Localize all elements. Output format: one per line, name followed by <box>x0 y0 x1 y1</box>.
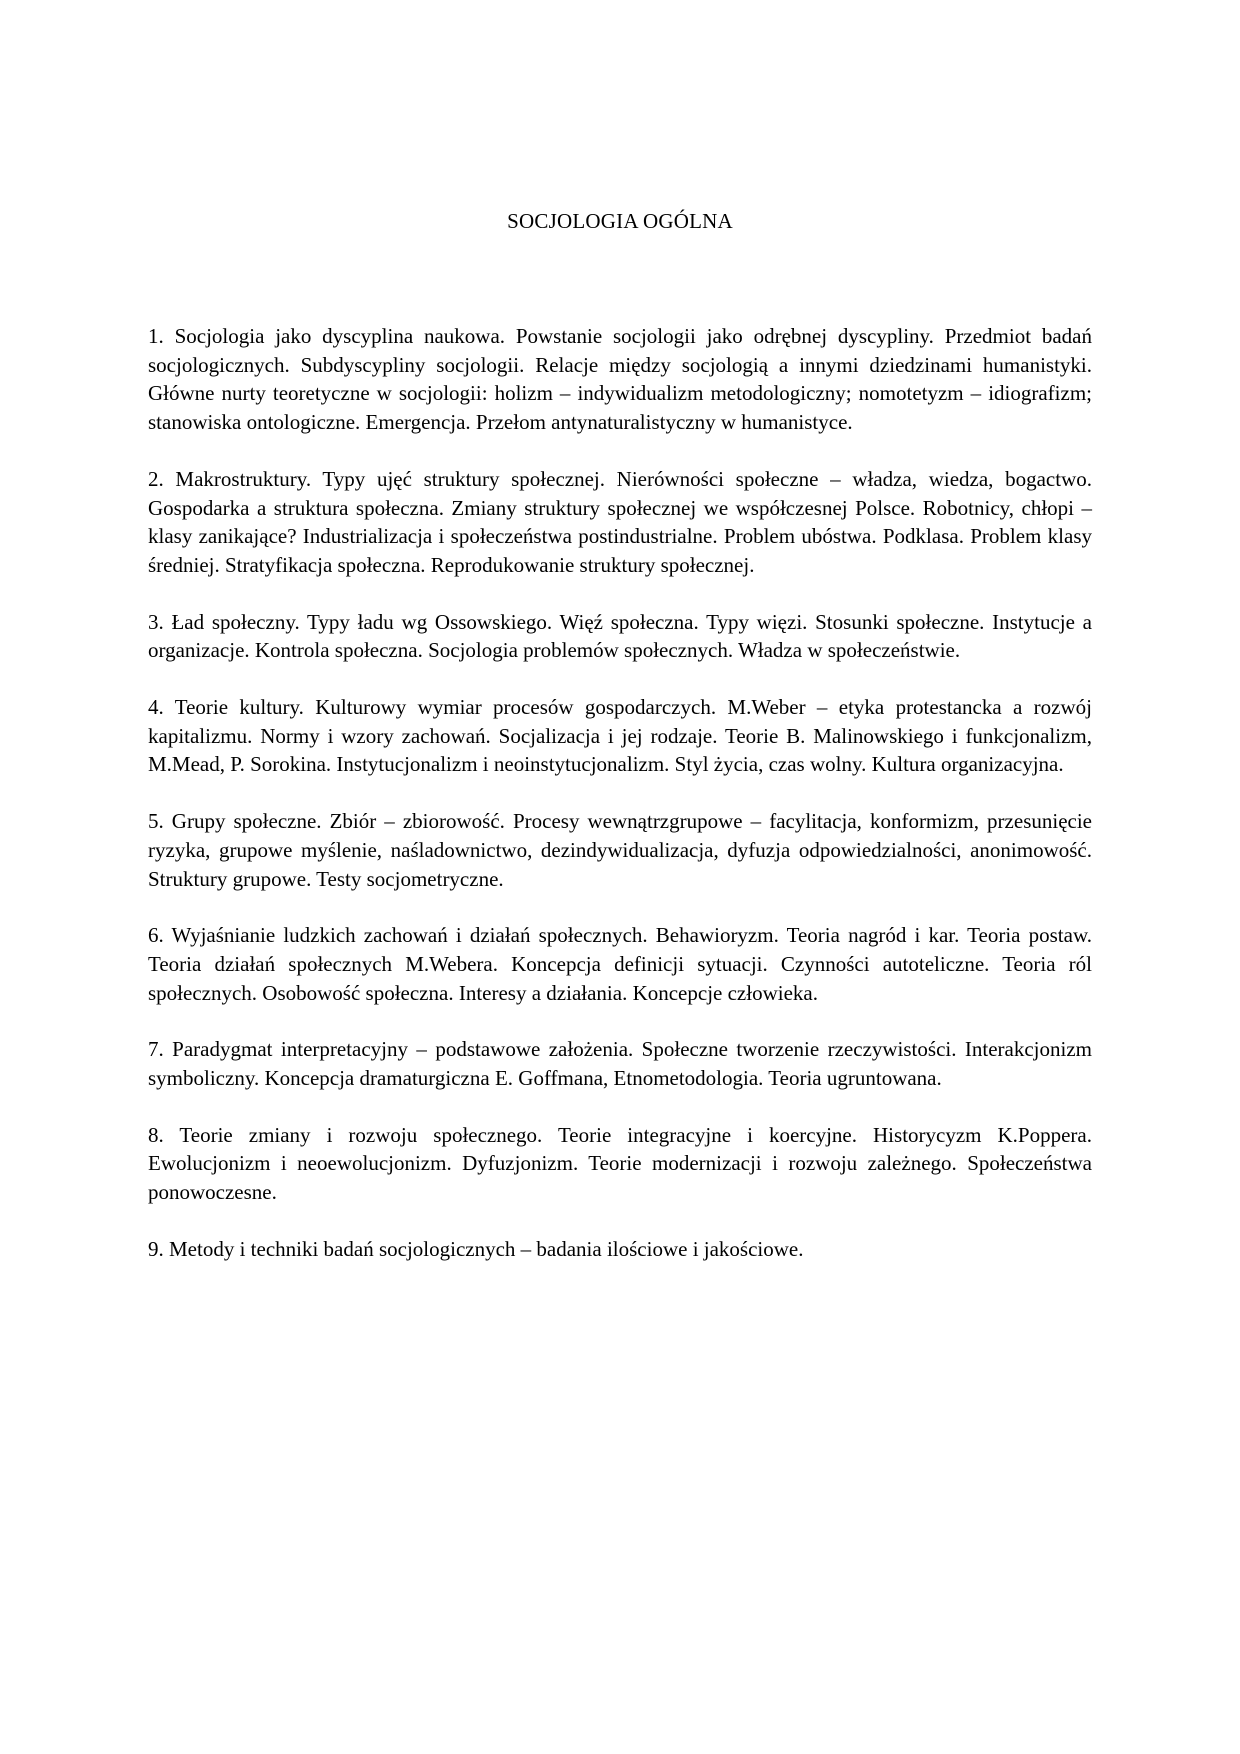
topic-6: 6. Wyjaśnianie ludzkich zachowań i działań społecznych. Behawioryzm. Teoria nagród i kar. Teoria postaw. Teoria działań społecznych M.Webera. Koncepcja definicji sytuacji. Czynności autoteliczne. Teoria ról społecznych. Osobowość społeczna. Interesy a działania. Koncepcje człowieka. <box>148 923 1092 1005</box>
topic-8: 8. Teorie zmiany i rozwoju społecznego. Teorie integracyjne i koercyjne. Historycyzm K.Poppera. Ewolucjonizm i neoewolucjonizm. Dyfuzjonizm. Teorie modernizacji i rozwoju zależnego. Społeczeństwa ponowoczesne. <box>148 1122 1092 1205</box>
document-title: SOCJOLOGIA OGÓLNA <box>507 209 733 233</box>
topic-5: 5. Grupy społeczne. Zbiór – zbiorowość. Procesy wewnątrzgrupowe – facylitacja, konformizm, przesunięcie ryzyka, grupowe myślenie, naśladownictwo, dezindywidualizacja, dyfuzja odpowiedzialności, anonimowość. Struktury grupowe. Testy socjometryczne. <box>148 809 1092 891</box>
topic-9: 9. Metody i techniki badań socjologicznych – badania ilościowe i jakościowe. <box>148 1236 804 1261</box>
topic-2: 2. Makrostruktury. Typy ujęć struktury społecznej. Nierówności społeczne – władza, wiedza, bogactwo. Gospodarka a struktura społeczna. Zmiany struktury społecznej we współczesnej Polsce. Robotnicy, chłopi – klasy zanikające? Industrializacja i społeczeństwa postindustrialne. Problem ubóstwa. Podklasa. Problem klasy średniej. Stratyfikacja społeczna. Reprodukowanie struktury społecznej. <box>148 466 1092 577</box>
topic-1: 1. Socjologia jako dyscyplina naukowa. Powstanie socjologii jako odrębnej dyscypliny. Przedmiot badań socjologicznych. Subdyscypliny socjologii. Relacje między socjologią a innymi dziedzinami humanistyki. Główne nurty teoretyczne w socjologii: holizm – indywidualizm metodologiczny; nomotetyzm – idiografizm; stanowiska ontologiczne. Emergencja. Przełom antynaturalistyczny w humanistyce. <box>148 324 1092 435</box>
topic-7: 7. Paradygmat interpretacyjny – podstawowe założenia. Społeczne tworzenie rzeczywistości. Interakcjonizm symboliczny. Koncepcja dramaturgiczna E. Goffmana, Etnometodologia. Teoria ugruntowana. <box>148 1037 1092 1091</box>
topic-3: 3. Ład społeczny. Typy ładu wg Ossowskiego. Więź społeczna. Typy więzi. Stosunki społeczne. Instytucje a organizacje. Kontrola społeczna. Socjologia problemów społecznych. Władza w społeczeństwie. <box>148 609 1092 663</box>
topic-4: 4. Teorie kultury. Kulturowy wymiar procesów gospodarczych. M.Weber – etyka protestancka a rozwój kapitalizmu. Normy i wzory zachowań. Socjalizacja i jej rodzaje. Teorie B. Malinowskiego i funkcjonalizm, M.Mead, P. Sorokina. Instytucjonalizm i neoinstytucjonalizm. Styl życia, czas wolny. Kultura organizacyjna. <box>148 695 1092 777</box>
topic-list <box>148 322 1092 1292</box>
